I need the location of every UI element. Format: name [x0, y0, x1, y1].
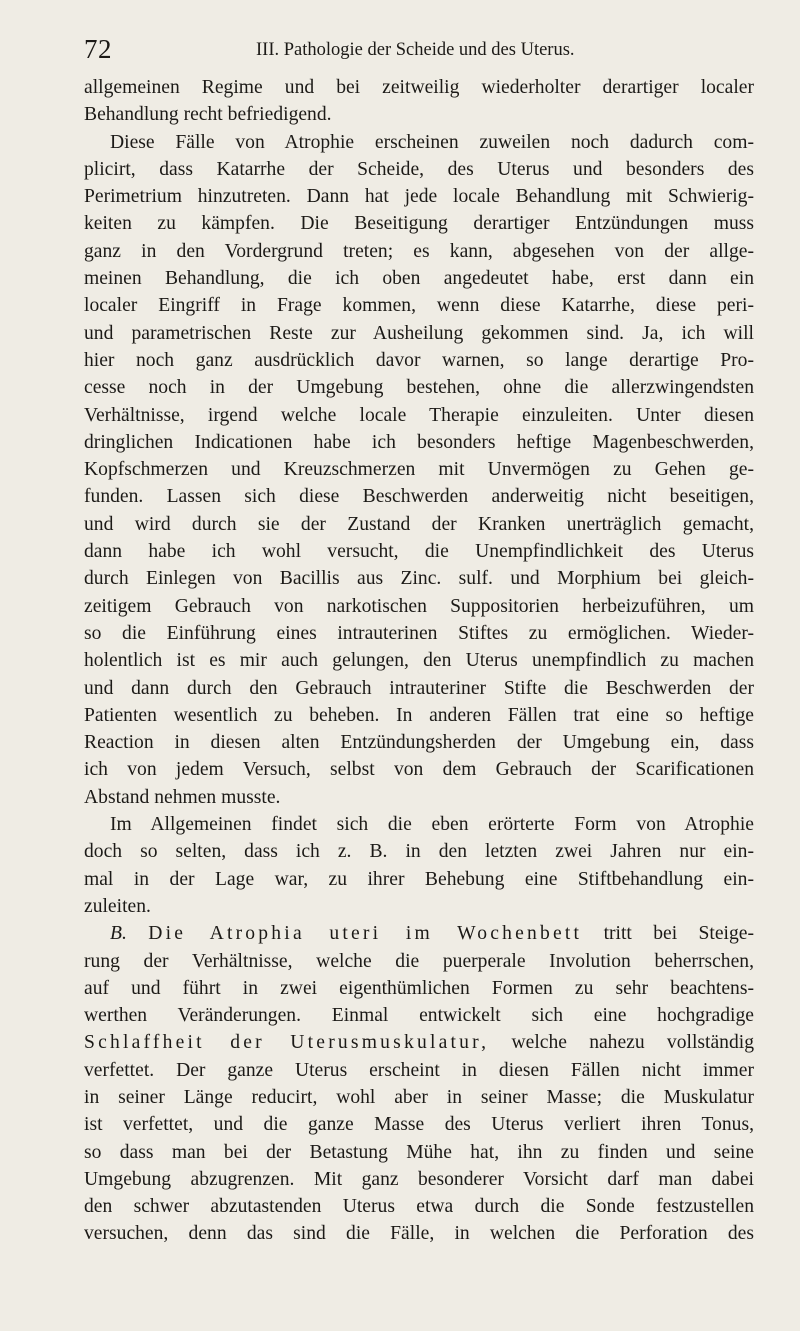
text-line: dann habe ich wohl versucht, die Unempfindlichkeit des Uterus: [84, 541, 754, 563]
paragraph-block-b: [84, 948, 754, 1030]
text-line: zeitigem Gebrauch von narkotischen Suppositorien herbeizuführen, um: [84, 595, 754, 617]
text-line: keiten zu kämpfen. Die Beseitigung derartiger Entzündungen muss: [84, 213, 754, 235]
text-line: in seiner Länge reducirt, wohl aber in seiner Masse; die Muskulatur: [84, 1086, 754, 1108]
text-line: Behandlung recht befriedigend.: [84, 104, 332, 126]
text-line: meinen Behandlung, die ich oben angedeutet habe, erst dann ein: [84, 268, 754, 290]
text-line: Im Allgemeinen findet sich die eben erörterte Form von Atrophie: [110, 814, 754, 836]
text-line: und wird durch sie der Zustand der Kranken unerträglich gemacht,: [84, 513, 754, 535]
text-line: mal in der Lage war, zu ihrer Behebung eine Stiftbehandlung ein-: [84, 868, 754, 890]
text-line: so dass man bei der Betastung Mühe hat, ihn zu finden und seine: [84, 1141, 754, 1163]
text-line: Abstand nehmen musste.: [84, 786, 281, 808]
text-line: den schwer abzutastenden Uterus etwa durch die Sonde festzustellen: [84, 1196, 754, 1218]
section-title: Die Atrophia uteri im Wochenbett: [148, 923, 583, 945]
running-head: III. Pathologie der Scheide und des Uterus.: [256, 40, 575, 60]
text-line: dringlichen Indicationen habe ich besonders heftige Magenbeschwerden,: [84, 431, 754, 453]
text-line: werthen Veränderungen. Einmal entwickelt sich eine hochgradige: [84, 1005, 754, 1027]
text-line: Umgebung abzugrenzen. Mit ganz besonderer Vorsicht darf man dabei: [84, 1168, 754, 1190]
emphasized-line: [84, 1029, 754, 1056]
text-line: localer Eingriff in Frage kommen, wenn diese Katarrhe, diese peri-: [84, 295, 754, 317]
text-line: Kopfschmerzen und Kreuzschmerzen mit Unvermögen zu Gehen ge-: [84, 459, 754, 481]
text-line: Diese Fälle von Atrophie erscheinen zuweilen noch dadurch com-: [110, 131, 754, 153]
text-line: Reaction in diesen alten Entzündungsherden der Umgebung ein, dass: [84, 732, 754, 754]
text-line: plicirt, dass Katarrhe der Scheide, des Uterus und besonders des: [84, 158, 754, 180]
text-line: verfettet. Der ganze Uterus erscheint in diesen Fällen nicht immer: [84, 1059, 754, 1081]
paragraph-block-a: [84, 74, 754, 920]
emphasized-phrase: Schlaffheit der Uterusmuskulatur,: [84, 1032, 490, 1054]
text-line: durch Einlegen von Bacillis aus Zinc. sulf. und Morphium bei gleich-: [84, 568, 754, 590]
page-number: 72: [84, 34, 112, 64]
emphasized-line-continuation: welche nahezu vollständig: [511, 1032, 754, 1054]
page-header: [84, 34, 754, 64]
text-line: ich von jedem Versuch, selbst von dem Gebrauch der Scarificationen: [84, 759, 754, 781]
text-line: versuchen, denn das sind die Fälle, in welchen die Perforation des: [84, 1223, 754, 1245]
text-line: ganz in den Vordergrund treten; es kann, abgesehen von der allge-: [84, 240, 754, 262]
text-line: zuleiten.: [84, 895, 151, 917]
text-line: doch so selten, dass ich z. B. in den letzten zwei Jahren nur ein-: [84, 841, 754, 863]
text-line: funden. Lassen sich diese Beschwerden anderweitig nicht beseitigen,: [84, 486, 754, 508]
text-line: Perimetrium hinzutreten. Dann hat jede locale Behandlung mit Schwierig-: [84, 186, 754, 208]
text-line: hier noch ganz ausdrücklich davor warnen, so lange derartige Pro-: [84, 349, 754, 371]
text-line: rung der Verhältnisse, welche die puerperale Involution beherrschen,: [84, 950, 754, 972]
text-line: und dann durch den Gebrauch intrauteriner Stifte die Beschwerden der: [84, 677, 754, 699]
text-line: Patienten wesentlich zu beheben. In anderen Fällen trat eine so heftige: [84, 704, 754, 726]
section-b-heading-line: [84, 920, 754, 947]
section-title-continuation: tritt bei Steige-: [603, 923, 754, 945]
body-text: [84, 74, 754, 1248]
text-line: allgemeinen Regime und bei zeitweilig wiederholter derartiger localer: [84, 77, 754, 98]
section-letter: B.: [110, 923, 127, 945]
text-line: auf und führt in zwei eigenthümlichen Formen zu sehr beachtens-: [84, 977, 754, 999]
text-line: Verhältnisse, irgend welche locale Therapie einzuleiten. Unter diesen: [84, 404, 754, 426]
text-line: cesse noch in der Umgebung bestehen, ohne die allerzwingendsten: [84, 377, 754, 399]
text-line: ist verfettet, und die ganze Masse des Uterus verliert ihren Tonus,: [84, 1114, 754, 1136]
paragraph-block-c: [84, 1057, 754, 1248]
text-line: so die Einführung eines intrauterinen Stiftes zu ermöglichen. Wieder-: [84, 622, 754, 644]
text-line: holentlich ist es mir auch gelungen, den Uterus unempfindlich zu machen: [84, 650, 754, 672]
text-line: und parametrischen Reste zur Ausheilung gekommen sind. Ja, ich will: [84, 322, 754, 344]
